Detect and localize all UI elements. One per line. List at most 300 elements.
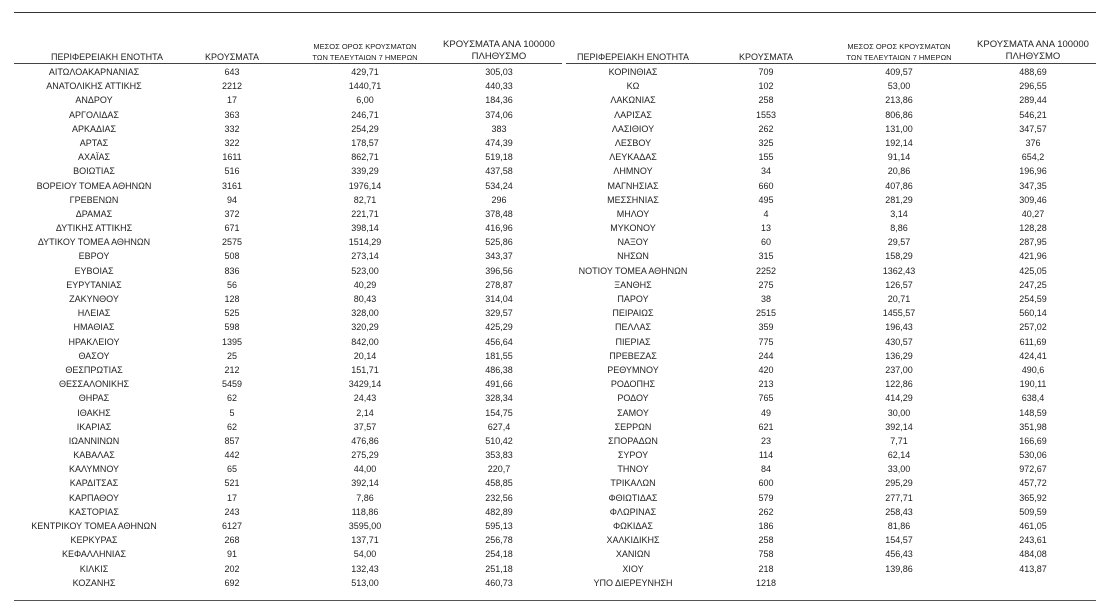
avg-cell: 80,43 [353, 294, 377, 304]
region-cell: ΑΙΤΩΛΟΑΚΑΡΝΑΝΙΑΣ [48, 67, 140, 77]
per100k-cell: 184,36 [485, 95, 513, 106]
cases-cell: 525 [224, 308, 240, 319]
region-cell: ΛΑΣΙΘΙΟΥ [611, 123, 655, 134]
region-cell: ΒΟΡΕΙΟΥ ΤΟΜΕΑ ΑΘΗΝΩΝ [36, 180, 152, 191]
per100k-cell: 376 [1025, 137, 1041, 148]
right-header-per100k-line1: ΚΡΟΥΣΜΑΤΑ ΑΝΑ 100000 [977, 39, 1089, 50]
avg-cell: 126,57 [885, 279, 913, 290]
cases-cell: 836 [224, 265, 240, 276]
left-header-avg-line2: ΤΩΝ ΤΕΛΕΥΤΑΙΩΝ 7 ΗΜΕΡΩΝ [312, 53, 418, 62]
region-cell: ΓΡΕΒΕΝΩΝ [69, 194, 119, 205]
avg-cell: 53,00 [887, 81, 911, 92]
region-cell: ΜΑΓΝΗΣΙΑΣ [607, 180, 659, 191]
avg-cell: 20,71 [887, 294, 911, 304]
avg-cell: 523,00 [351, 265, 379, 276]
avg-cell: 37,57 [353, 421, 377, 432]
cases-cell: 202 [224, 563, 240, 574]
cases-cell: 1611 [222, 152, 242, 163]
region-cell: ΑΡΓΟΛΙΔΑΣ [69, 109, 119, 120]
region-cell: ΠΑΡΟΥ [617, 294, 649, 304]
per100k-cell: 560,14 [1019, 308, 1047, 319]
avg-cell: 221,71 [351, 208, 379, 219]
region-cell: ΙΚΑΡΙΑΣ [76, 421, 112, 432]
region-cell: ΝΑΞΟΥ [617, 237, 649, 248]
cases-cell: 598 [224, 322, 240, 333]
left-header-underline [14, 63, 562, 64]
region-cell: ΚΕΝΤΡΙΚΟΥ ΤΟΜΕΑ ΑΘΗΝΩΝ [31, 521, 157, 531]
region-cell: ΛΑΡΙΣΑΣ [614, 109, 652, 120]
per100k-cell: 257,02 [1019, 322, 1047, 333]
cases-cell: 3161 [221, 180, 243, 191]
per100k-cell: 296 [491, 194, 507, 205]
per100k-cell: 437,58 [485, 166, 513, 177]
cases-cell: 692 [224, 577, 240, 588]
region-cell: ΕΥΡΥΤΑΝΙΑΣ [66, 279, 122, 290]
region-cell: ΣΥΡΟΥ [617, 450, 649, 461]
avg-cell: 513,00 [351, 577, 379, 588]
per100k-cell: 484,08 [1019, 549, 1047, 560]
cases-cell: 643 [224, 67, 240, 77]
cases-cell: 49 [760, 407, 771, 418]
region-cell: ΘΕΣΣΑΛΟΝΙΚΗΣ [58, 379, 130, 390]
per100k-cell: 461,05 [1019, 521, 1047, 531]
cases-cell: 621 [758, 421, 774, 432]
cases-cell: 5 [229, 407, 235, 418]
right-header-underline [566, 63, 1096, 64]
region-cell: ΧΙΟΥ [622, 563, 644, 574]
avg-cell: 137,71 [351, 535, 379, 546]
region-cell: ΦΩΚΙΔΑΣ [613, 521, 653, 531]
cases-cell: 218 [758, 563, 774, 574]
cases-cell: 213 [758, 379, 774, 390]
avg-cell: 862,71 [351, 152, 379, 163]
region-cell: ΣΕΡΡΩΝ [614, 421, 652, 432]
per100k-cell: 595,13 [485, 521, 513, 531]
region-cell: ΞΑΝΘΗΣ [614, 279, 652, 290]
avg-cell: 3429,14 [348, 379, 382, 390]
per100k-cell: 413,87 [1019, 563, 1047, 574]
cases-cell: 38 [760, 294, 771, 304]
avg-cell: 178,57 [351, 137, 379, 148]
cases-cell: 84 [760, 464, 771, 475]
cases-cell: 495 [758, 194, 774, 205]
cases-cell: 243 [224, 506, 240, 517]
region-cell: ΘΕΣΠΡΩΤΙΑΣ [65, 364, 123, 375]
per100k-cell: 421,96 [1019, 251, 1047, 262]
region-cell: ΗΡΑΚΛΕΙΟΥ [68, 336, 120, 347]
region-cell: ΤΡΙΚΑΛΩΝ [610, 478, 656, 489]
region-cell: ΚΑΣΤΟΡΙΑΣ [69, 506, 119, 517]
avg-cell: 154,57 [885, 535, 913, 546]
cases-cell: 332 [224, 123, 240, 134]
per100k-cell: 196,96 [1019, 166, 1047, 177]
per100k-cell: 347,57 [1019, 123, 1047, 134]
avg-cell: 398,14 [351, 223, 379, 234]
region-cell: ΗΜΑΘΙΑΣ [73, 322, 115, 333]
avg-cell: 281,29 [885, 194, 913, 205]
cases-cell: 709 [758, 67, 774, 77]
cases-cell: 13 [760, 223, 771, 234]
cases-cell: 579 [758, 492, 774, 503]
region-cell: ΘΑΣΟΥ [78, 350, 110, 361]
region-cell: ΚΑΡΠΑΘΟΥ [68, 492, 120, 503]
avg-cell: 40,29 [353, 279, 377, 290]
cases-cell: 372 [224, 208, 240, 219]
region-cell: ΘΗΡΑΣ [78, 393, 110, 404]
right-header-avg-line2: ΤΩΝ ΤΕΛΕΥΤΑΙΩΝ 7 ΗΜΕΡΩΝ [846, 53, 952, 62]
region-cell: ΝΗΣΩΝ [617, 251, 649, 262]
top-rule [14, 12, 1096, 13]
avg-cell: 33,00 [887, 464, 911, 475]
avg-cell: 20,14 [353, 350, 377, 361]
avg-cell: 254,29 [351, 123, 379, 134]
cases-cell: 114 [758, 450, 774, 461]
cases-cell: 62 [226, 393, 237, 404]
per100k-cell: 474,39 [485, 137, 513, 148]
avg-cell: 407,86 [885, 180, 913, 191]
per100k-cell: 416,96 [485, 223, 513, 234]
cases-cell: 363 [224, 109, 240, 120]
region-cell: ΒΟΙΩΤΙΑΣ [73, 166, 115, 177]
avg-cell: 132,43 [351, 563, 379, 574]
left-header-avg-line1: ΜΕΣΟΣ ΟΡΟΣ ΚΡΟΥΣΜΑΤΩΝ [313, 42, 417, 51]
right-header-avg-line1: ΜΕΣΟΣ ΟΡΟΣ ΚΡΟΥΣΜΑΤΩΝ [847, 42, 951, 51]
region-cell: ΛΕΥΚΑΔΑΣ [609, 152, 657, 163]
per100k-cell: 525,86 [485, 237, 513, 248]
cases-cell: 442 [224, 450, 240, 461]
cases-cell: 315 [758, 251, 774, 262]
avg-cell: 20,86 [887, 166, 911, 177]
avg-cell: 1976,14 [348, 180, 382, 191]
per100k-cell: 287,95 [1019, 237, 1047, 248]
per100k-cell: 530,06 [1019, 450, 1047, 461]
cases-cell: 56 [226, 279, 237, 290]
avg-cell: 1455,57 [882, 308, 916, 319]
avg-cell: 131,00 [885, 123, 913, 134]
cases-cell: 1553 [755, 109, 777, 120]
per100k-cell: 254,18 [485, 549, 513, 560]
per100k-cell: 232,56 [485, 492, 513, 503]
avg-cell: 1362,43 [882, 265, 916, 276]
region-cell: ΧΑΛΚΙΔΙΚΗΣ [606, 535, 660, 546]
cases-cell: 508 [224, 251, 240, 262]
avg-cell: 122,86 [885, 379, 913, 390]
cases-cell: 2515 [755, 308, 777, 319]
per100k-cell: 627,4 [487, 421, 511, 432]
region-cell: ΗΛΕΙΑΣ [77, 308, 111, 319]
cases-cell: 521 [224, 478, 240, 489]
per100k-cell: 440,33 [485, 81, 513, 92]
per100k-cell: 378,48 [485, 208, 513, 219]
region-cell: ΔΥΤΙΚΗΣ ΑΤΤΙΚΗΣ [55, 223, 133, 234]
left-header-region: ΠΕΡΙΦΕΡΕΙΑΚΗ ΕΝΟΤΗΤΑ [50, 52, 164, 62]
cases-cell: 268 [224, 535, 240, 546]
left-header-cases: ΚΡΟΥΣΜΑΤΑ [205, 52, 259, 62]
avg-cell: 429,71 [351, 67, 379, 77]
avg-cell: 81,86 [887, 521, 911, 531]
region-cell: ΛΕΣΒΟΥ [614, 137, 652, 148]
region-cell: ΚΑΛΥΜΝΟΥ [68, 464, 120, 475]
region-cell: ΥΠΟ ΔΙΕΡΕΥΝΗΣΗ [593, 577, 673, 588]
cases-cell: 775 [758, 336, 774, 347]
cases-cell: 258 [758, 535, 774, 546]
region-cell: ΣΠΟΡΑΔΩΝ [608, 435, 658, 446]
per100k-cell: 365,92 [1019, 492, 1047, 503]
per100k-cell: 425,29 [485, 322, 513, 333]
region-cell: ΚΕΦΑΛΛΗΝΙΑΣ [61, 549, 127, 560]
region-cell: ΛΑΚΩΝΙΑΣ [610, 95, 656, 106]
avg-cell: 136,29 [885, 350, 913, 361]
per100k-cell: 166,69 [1019, 435, 1047, 446]
per100k-cell: 148,59 [1019, 407, 1047, 418]
avg-cell: 8,86 [890, 223, 908, 234]
cases-cell: 516 [224, 166, 240, 177]
per100k-cell: 220,7 [487, 464, 511, 475]
region-cell: ΙΘΑΚΗΣ [77, 407, 111, 418]
region-cell: ΜΕΣΣΗΝΙΑΣ [607, 194, 659, 205]
per100k-cell: 247,25 [1019, 279, 1047, 290]
cases-cell: 2212 [221, 81, 243, 92]
avg-cell: 24,43 [353, 393, 377, 404]
avg-cell: 414,29 [885, 393, 913, 404]
cases-cell: 17 [226, 492, 237, 503]
region-cell: ΑΡΚΑΔΙΑΣ [71, 123, 117, 134]
bottom-rule [14, 600, 1096, 601]
per100k-cell: 638,4 [1021, 393, 1045, 404]
per100k-cell: 510,42 [485, 435, 513, 446]
per100k-cell: 254,59 [1019, 294, 1047, 304]
cases-cell: 258 [758, 95, 774, 106]
cases-cell: 1218 [755, 577, 777, 588]
right-header-per100k-line2: ΠΛΗΘΥΣΜΟ [1005, 51, 1061, 62]
per100k-cell: 328,34 [485, 393, 513, 404]
avg-cell: 842,00 [351, 336, 379, 347]
region-cell: ΦΛΩΡΙΝΑΣ [609, 506, 657, 517]
avg-cell: 213,86 [885, 95, 913, 106]
cases-cell: 17 [226, 95, 237, 106]
region-cell: ΖΑΚΥΝΘΟΥ [69, 294, 119, 304]
per100k-cell: 509,59 [1019, 506, 1047, 517]
avg-cell: 54,00 [353, 549, 377, 560]
cases-cell: 6127 [221, 521, 243, 531]
per100k-cell: 154,75 [485, 407, 513, 418]
avg-cell: 1514,29 [348, 237, 382, 248]
region-cell: ΣΑΜΟΥ [617, 407, 649, 418]
per100k-cell: 611,69 [1019, 336, 1047, 347]
cases-cell: 186 [758, 521, 774, 531]
per100k-cell: 383 [491, 123, 507, 134]
avg-cell: 1440,71 [348, 81, 382, 92]
per100k-cell: 251,18 [485, 563, 513, 574]
region-cell: ΑΡΤΑΣ [79, 137, 109, 148]
region-cell: ΦΘΙΩΤΙΔΑΣ [608, 492, 658, 503]
per100k-cell: 351,98 [1019, 421, 1047, 432]
per100k-cell: 305,03 [485, 67, 513, 77]
avg-cell: 237,00 [885, 364, 913, 375]
per100k-cell: 374,06 [485, 109, 513, 120]
region-cell: ΡΟΔΟΠΗΣ [610, 379, 656, 390]
per100k-cell: 425,05 [1019, 265, 1047, 276]
per100k-cell: 243,61 [1019, 535, 1047, 546]
per100k-cell: 343,37 [485, 251, 513, 262]
avg-cell: 456,43 [885, 549, 913, 560]
per100k-cell: 491,66 [485, 379, 513, 390]
per100k-cell: 519,18 [485, 152, 513, 163]
cases-cell: 857 [224, 435, 240, 446]
avg-cell: 392,14 [885, 421, 913, 432]
avg-cell: 91,14 [887, 152, 911, 163]
region-cell: ΑΧΑΪΑΣ [77, 152, 111, 163]
avg-cell: 7,71 [890, 435, 908, 446]
per100k-cell: 482,89 [485, 506, 513, 517]
cases-cell: 62 [226, 421, 237, 432]
per100k-cell: 654,2 [1021, 152, 1045, 163]
avg-cell: 3595,00 [348, 521, 382, 531]
cases-cell: 325 [758, 137, 774, 148]
cases-cell: 2575 [221, 237, 243, 248]
right-header-region: ΠΕΡΙΦΕΡΕΙΑΚΗ ΕΝΟΤΗΤΑ [576, 52, 690, 62]
avg-cell: 277,71 [885, 492, 913, 503]
cases-cell: 4 [763, 208, 769, 219]
avg-cell: 118,86 [351, 506, 379, 517]
cases-cell: 5459 [221, 379, 243, 390]
region-cell: ΙΩΑΝΝΙΝΩΝ [68, 435, 120, 446]
avg-cell: 392,14 [351, 478, 379, 489]
avg-cell: 246,71 [351, 109, 379, 120]
left-header-per100k-line1: ΚΡΟΥΣΜΑΤΑ ΑΝΑ 100000 [443, 39, 555, 50]
cases-cell: 359 [758, 322, 774, 333]
cases-cell: 23 [760, 435, 771, 446]
per100k-cell: 534,24 [485, 180, 513, 191]
cases-cell: 102 [758, 81, 774, 92]
cases-cell: 275 [758, 279, 774, 290]
cases-cell: 322 [224, 137, 240, 148]
cases-cell: 244 [758, 350, 774, 361]
avg-cell: 139,86 [885, 563, 913, 574]
cases-cell: 758 [758, 549, 774, 560]
cases-cell: 155 [758, 152, 774, 163]
per100k-cell: 546,21 [1019, 109, 1047, 120]
region-cell: ΕΥΒΟΙΑΣ [74, 265, 114, 276]
per100k-cell: 460,73 [485, 577, 513, 588]
region-cell: ΠΕΙΡΑΙΩΣ [612, 308, 654, 319]
region-cell: ΧΑΝΙΩΝ [615, 549, 651, 560]
avg-cell: 29,57 [887, 237, 911, 248]
region-cell: ΑΝΑΤΟΛΙΚΗΣ ΑΤΤΙΚΗΣ [46, 81, 142, 92]
avg-cell: 82,71 [353, 194, 377, 205]
region-cell: ΜΥΚΟΝΟΥ [610, 223, 656, 234]
cases-cell: 660 [758, 180, 774, 191]
region-cell: ΚΕΡΚΥΡΑΣ [70, 535, 118, 546]
avg-cell: 258,43 [885, 506, 913, 517]
per100k-cell: 278,87 [485, 279, 513, 290]
region-cell: ΤΗΝΟΥ [617, 464, 649, 475]
per100k-cell: 329,57 [485, 308, 513, 319]
cases-cell: 91 [226, 549, 237, 560]
region-cell: ΚΑΒΑΛΑΣ [73, 450, 115, 461]
region-cell: ΚΩ [626, 81, 640, 92]
avg-cell: 196,43 [885, 322, 913, 333]
region-cell: ΔΡΑΜΑΣ [75, 208, 113, 219]
per100k-cell: 289,44 [1019, 95, 1047, 106]
per100k-cell: 128,28 [1019, 223, 1047, 234]
cases-cell: 671 [224, 223, 240, 234]
avg-cell: 275,29 [351, 450, 379, 461]
avg-cell: 192,14 [885, 137, 913, 148]
avg-cell: 273,14 [351, 251, 379, 262]
region-cell: ΠΙΕΡΙΑΣ [615, 336, 651, 347]
per100k-cell: 486,38 [485, 364, 513, 375]
avg-cell: 44,00 [353, 464, 377, 475]
per100k-cell: 40,27 [1021, 208, 1045, 219]
cases-cell: 128 [224, 294, 240, 304]
per100k-cell: 309,46 [1019, 194, 1047, 205]
region-cell: ΠΕΛΛΑΣ [614, 322, 652, 333]
avg-cell: 430,57 [885, 336, 913, 347]
per100k-cell: 456,64 [485, 336, 513, 347]
region-cell: ΜΗΛΟΥ [616, 208, 650, 219]
cases-cell: 34 [760, 166, 771, 177]
avg-cell: 476,86 [351, 435, 379, 446]
cases-cell: 212 [224, 364, 240, 375]
avg-cell: 6,00 [356, 95, 374, 106]
region-cell: ΚΑΡΔΙΤΣΑΣ [69, 478, 119, 489]
region-cell: ΚΟΡΙΝΘΙΑΣ [608, 67, 658, 77]
avg-cell: 3,14 [890, 208, 908, 219]
cases-cell: 262 [758, 506, 774, 517]
avg-cell: 409,57 [885, 67, 913, 77]
per100k-cell: 190,11 [1019, 379, 1047, 390]
avg-cell: 295,29 [885, 478, 913, 489]
cases-cell: 600 [758, 478, 774, 489]
per100k-cell: 458,85 [485, 478, 513, 489]
cases-cell: 60 [760, 237, 771, 248]
left-header-per100k-line2: ΠΛΗΘΥΣΜΟ [471, 51, 527, 62]
region-cell: ΛΗΜΝΟΥ [613, 166, 653, 177]
avg-cell: 320,29 [351, 322, 379, 333]
per100k-cell: 424,41 [1019, 350, 1047, 361]
avg-cell: 328,00 [351, 308, 379, 319]
per100k-cell: 347,35 [1019, 180, 1047, 191]
avg-cell: 151,71 [351, 364, 379, 375]
per100k-cell: 314,04 [485, 294, 513, 304]
per100k-cell: 488,69 [1019, 67, 1047, 77]
region-cell: ΚΙΛΚΙΣ [79, 563, 109, 574]
cases-cell: 420 [758, 364, 774, 375]
region-cell: ΕΒΡΟΥ [78, 251, 110, 262]
cases-cell: 1395 [221, 336, 243, 347]
per100k-cell: 396,56 [485, 265, 513, 276]
per100k-cell: 457,72 [1019, 478, 1047, 489]
avg-cell: 339,29 [351, 166, 379, 177]
region-cell: ΔΥΤΙΚΟΥ ΤΟΜΕΑ ΑΘΗΝΩΝ [37, 237, 151, 248]
region-cell: ΡΕΘΥΜΝΟΥ [607, 364, 659, 375]
cases-cell: 65 [226, 464, 237, 475]
per100k-cell: 353,83 [485, 450, 513, 461]
region-cell: ΝΟΤΙΟΥ ΤΟΜΕΑ ΑΘΗΝΩΝ [578, 265, 688, 276]
per100k-cell: 490,6 [1021, 364, 1045, 375]
avg-cell: 158,29 [885, 251, 913, 262]
avg-cell: 62,14 [887, 450, 911, 461]
region-cell: ΚΟΖΑΝΗΣ [72, 577, 116, 588]
avg-cell: 806,86 [885, 109, 913, 120]
avg-cell: 7,86 [356, 492, 374, 503]
per100k-cell: 972,67 [1019, 464, 1047, 475]
avg-cell: 30,00 [887, 407, 911, 418]
cases-cell: 262 [758, 123, 774, 134]
avg-cell: 2,14 [356, 407, 374, 418]
region-cell: ΠΡΕΒΕΖΑΣ [609, 350, 657, 361]
